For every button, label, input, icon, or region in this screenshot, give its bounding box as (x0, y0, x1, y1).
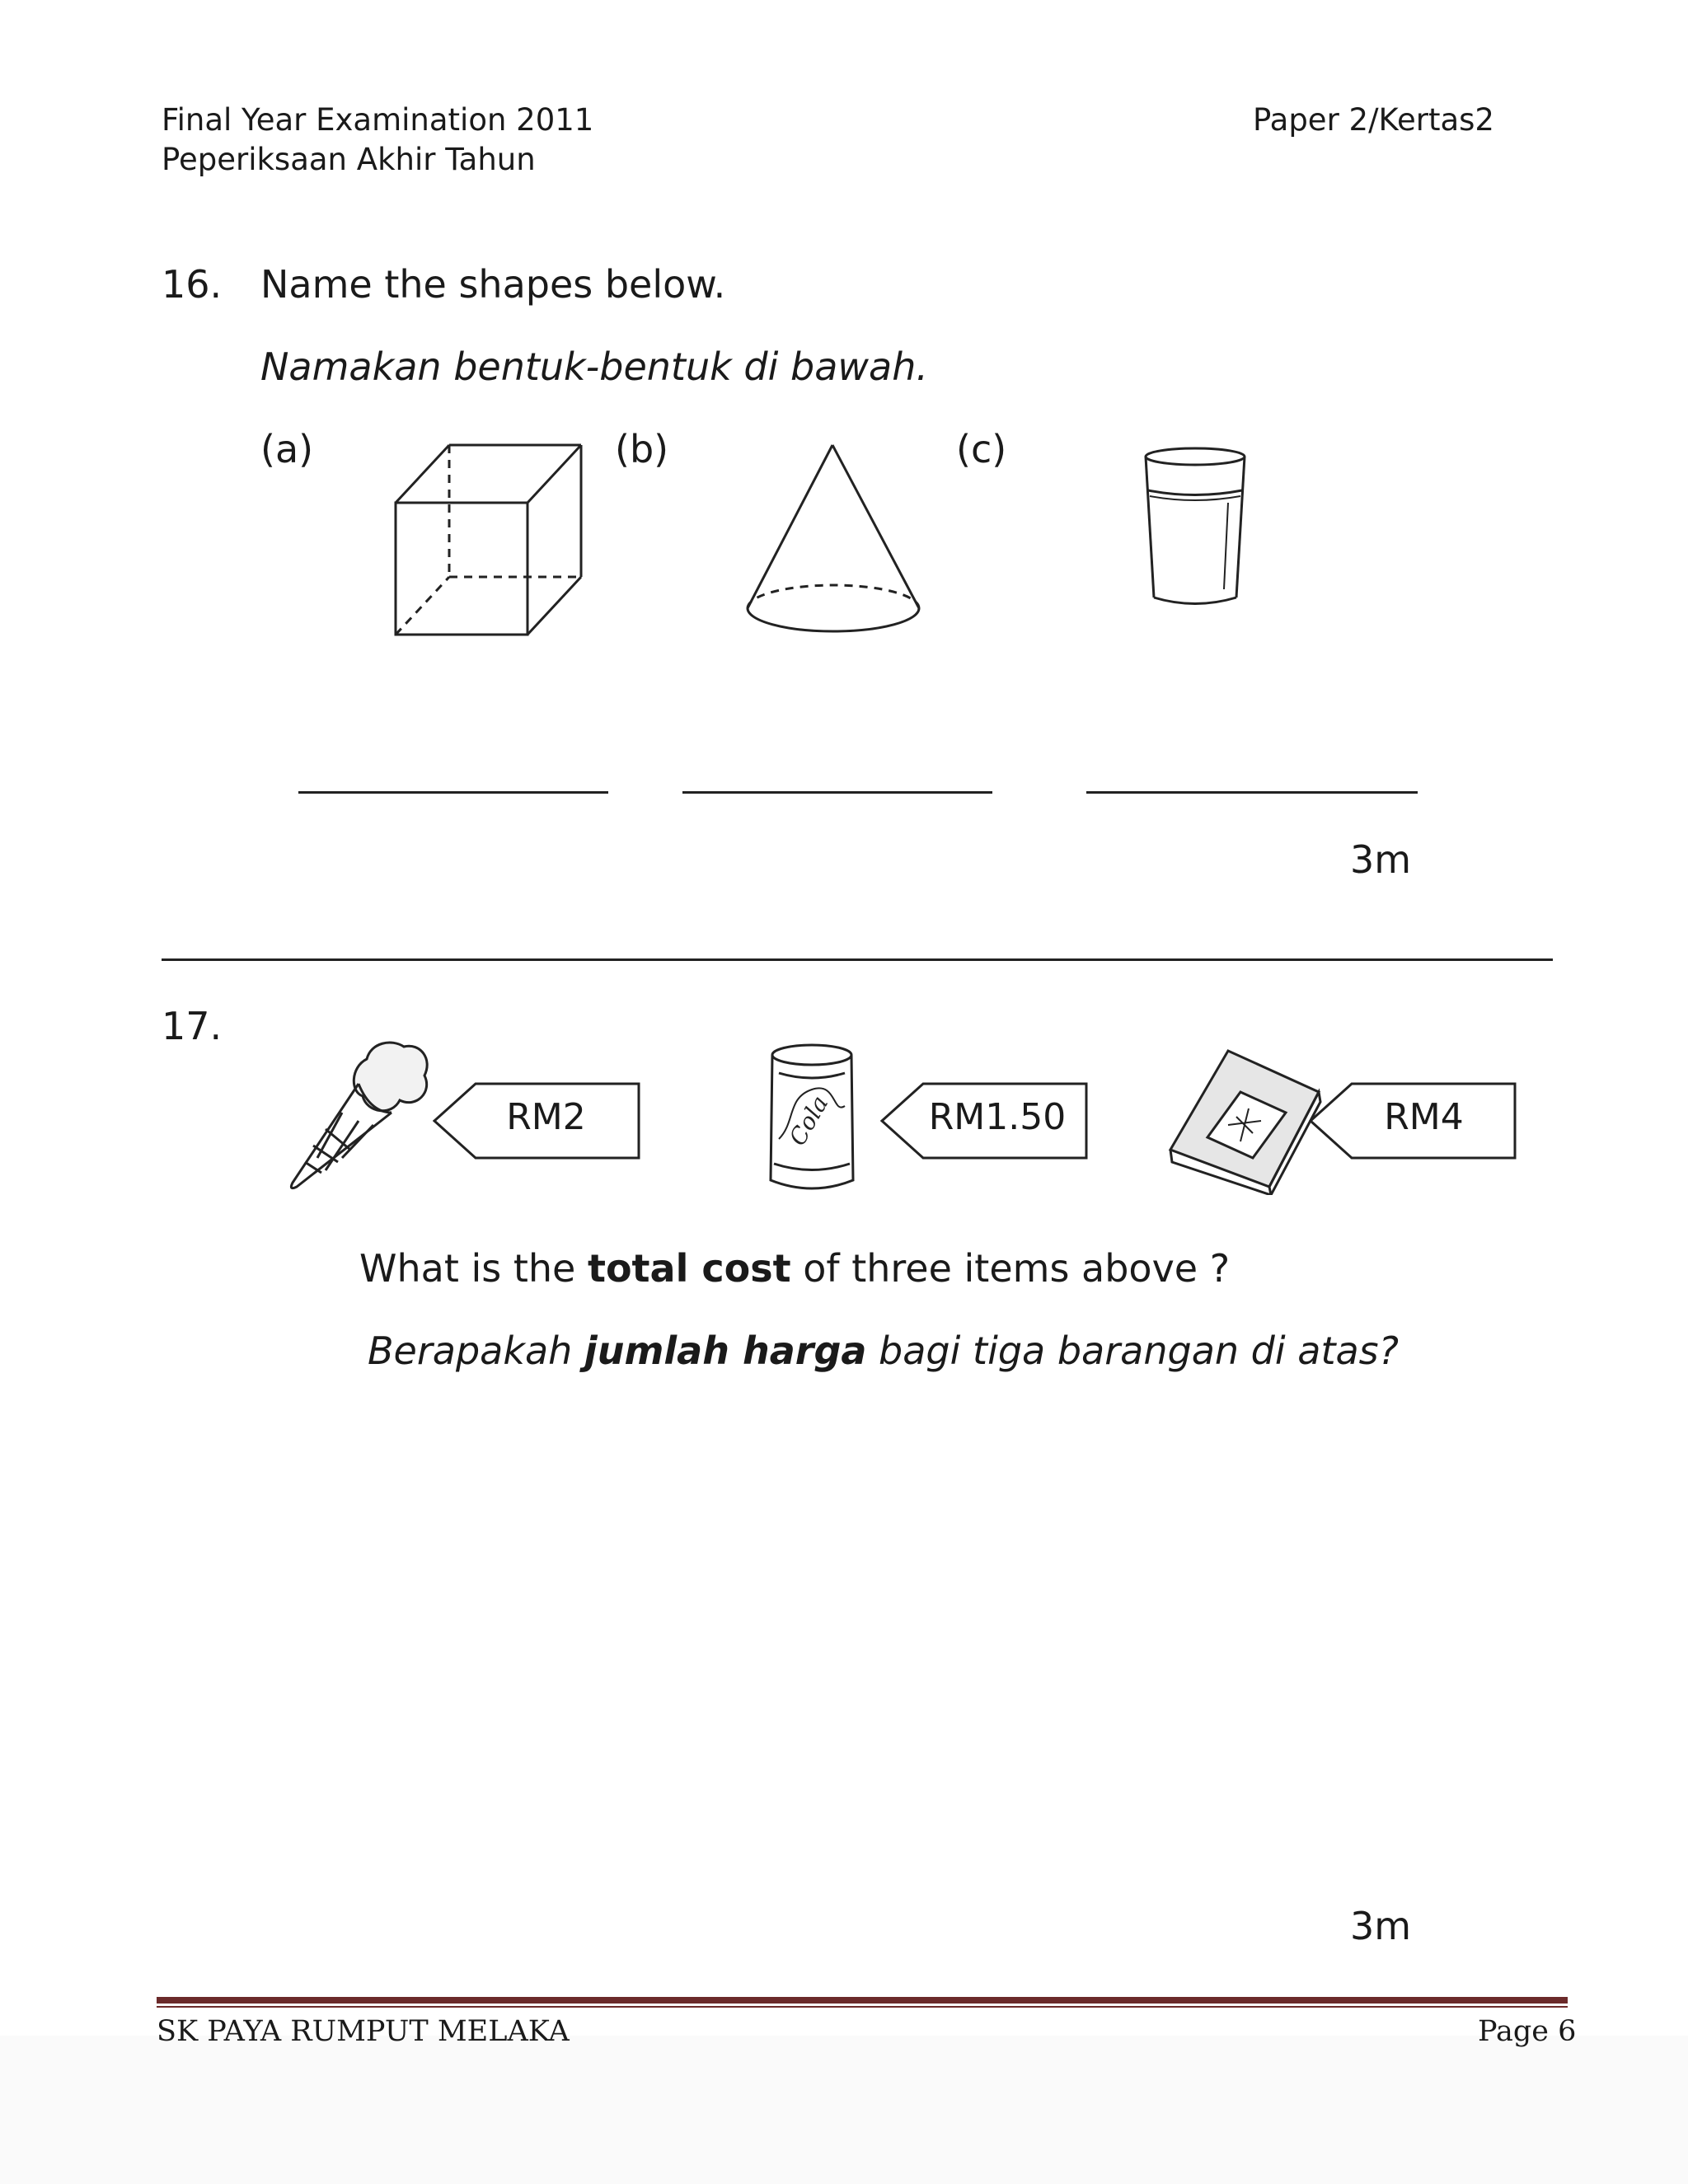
q17-question (359, 1246, 1230, 1291)
page-bottom-margin (0, 2036, 1688, 2184)
q17-question-bold: total cost (587, 1246, 791, 1291)
paper-label: Paper 2/Kertas2 (1253, 102, 1494, 138)
ice-cream-icon (276, 1034, 437, 1195)
label-c: (c) (956, 427, 1007, 471)
answer-line-c[interactable] (1086, 791, 1418, 794)
q17-question-ms-pre: Berapakah (368, 1329, 584, 1373)
q16-marks: 3m (1350, 837, 1412, 882)
q17-question-ms (368, 1329, 1399, 1373)
q17-number: 17. (162, 1004, 223, 1048)
q17-question-ms-post: bagi tiga barangan di atas? (866, 1329, 1400, 1373)
footer-school: SK PAYA RUMPUT MELAKA (157, 2015, 570, 2048)
footer-page: Page 6 (1478, 2015, 1577, 2048)
answer-line-b[interactable] (682, 791, 992, 794)
q17-question-ms-bold: jumlah harga (584, 1329, 867, 1373)
exam-title: Final Year Examination 2011 (162, 102, 594, 138)
price-ice-cream: RM2 (506, 1096, 586, 1138)
glass-cylinder-shape (1133, 445, 1257, 618)
can-text: Cola (783, 1090, 834, 1151)
label-b: (b) (615, 427, 669, 471)
price-book: RM4 (1384, 1096, 1464, 1138)
q16-prompt: Name the shapes below. (260, 262, 726, 307)
q17-marks: 3m (1350, 1904, 1412, 1948)
q16-number: 16. (162, 262, 223, 307)
price-cola: RM1.50 (928, 1096, 1067, 1138)
q17-question-pre: What is the (359, 1246, 588, 1291)
q16-prompt-ms: Namakan bentuk-bentuk di bawah. (260, 344, 928, 389)
book-icon (1162, 1043, 1327, 1195)
question-separator (162, 958, 1553, 961)
cube-shape (387, 437, 585, 643)
exam-title-ms: Peperiksaan Akhir Tahun (162, 142, 536, 177)
footer-rule (157, 1997, 1568, 2004)
label-a: (a) (260, 427, 314, 471)
answer-line-a[interactable] (298, 791, 608, 794)
cola-can-icon (762, 1040, 861, 1197)
cone-shape (738, 437, 935, 643)
footer-rule-thin (157, 2006, 1568, 2008)
q17-question-post: of three items above ? (790, 1246, 1231, 1291)
